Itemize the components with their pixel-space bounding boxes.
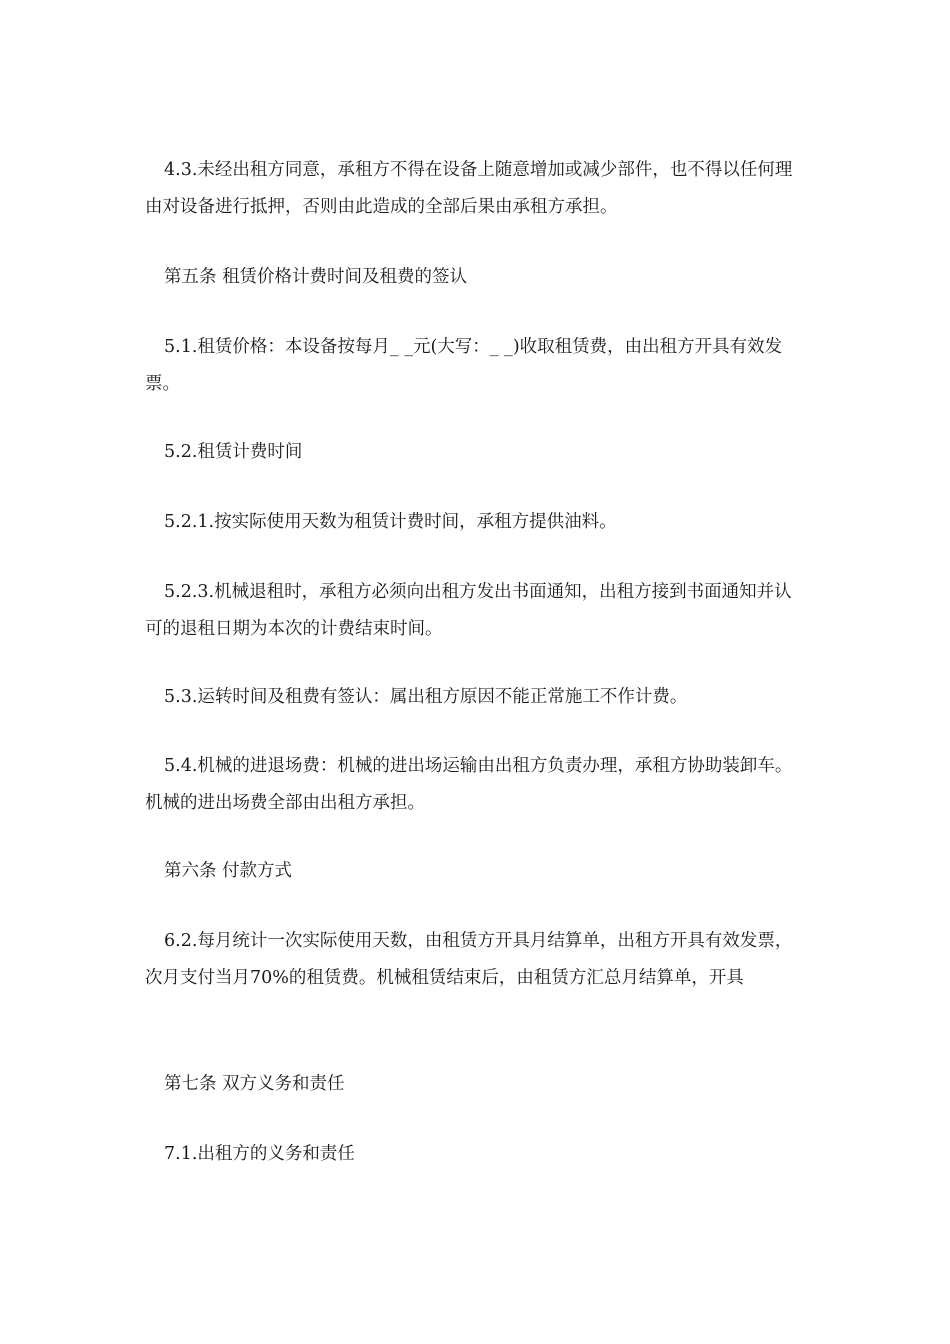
clause-5-2-1: 5.2.1.按实际使用天数为租赁计费时间，承租方提供油料。	[164, 512, 617, 532]
article-5-title: 第五条 租赁价格计费时间及租费的签认	[164, 267, 468, 287]
clause-5-3: 5.3.运转时间及租费有签认：属出租方原因不能正常施工不作计费。	[164, 687, 688, 707]
article-7-title: 第七条 双方义务和责任	[164, 1074, 345, 1094]
clause-5-4: 5.4.机械的进退场费：机械的进出场运输由出租方负责办理，承租方协助装卸车。机械的进出场费全部由出租方承担。	[145, 756, 793, 813]
clause-5-1: 5.1.租赁价格：本设备按每月_ _元(大写：_ _)收取租赁费，由出租方开具有效发票。	[145, 337, 783, 394]
clause-5-2: 5.2.租赁计费时间	[164, 442, 303, 462]
clause-7-1: 7.1.出租方的义务和责任	[164, 1144, 355, 1164]
clause-6-2: 6.2.每月统计一次实际使用天数，由租赁方开具月结算单，出租方开具有效发票，次月支付当月70%的租赁费。机械租赁结束后，由租赁方汇总月结算单，开具	[145, 931, 793, 988]
clause-5-2-3: 5.2.3.机械退租时，承租方必须向出租方发出书面通知，出租方接到书面通知并认可的退租日期为本次的计费结束时间。	[145, 582, 792, 639]
article-6-title: 第六条 付款方式	[164, 861, 293, 881]
clause-4-3: 4.3.未经出租方同意，承租方不得在设备上随意增加或减少部件，也不得以任何理由对设备进行抵押，否则由此造成的全部后果由承租方承担。	[145, 160, 793, 217]
